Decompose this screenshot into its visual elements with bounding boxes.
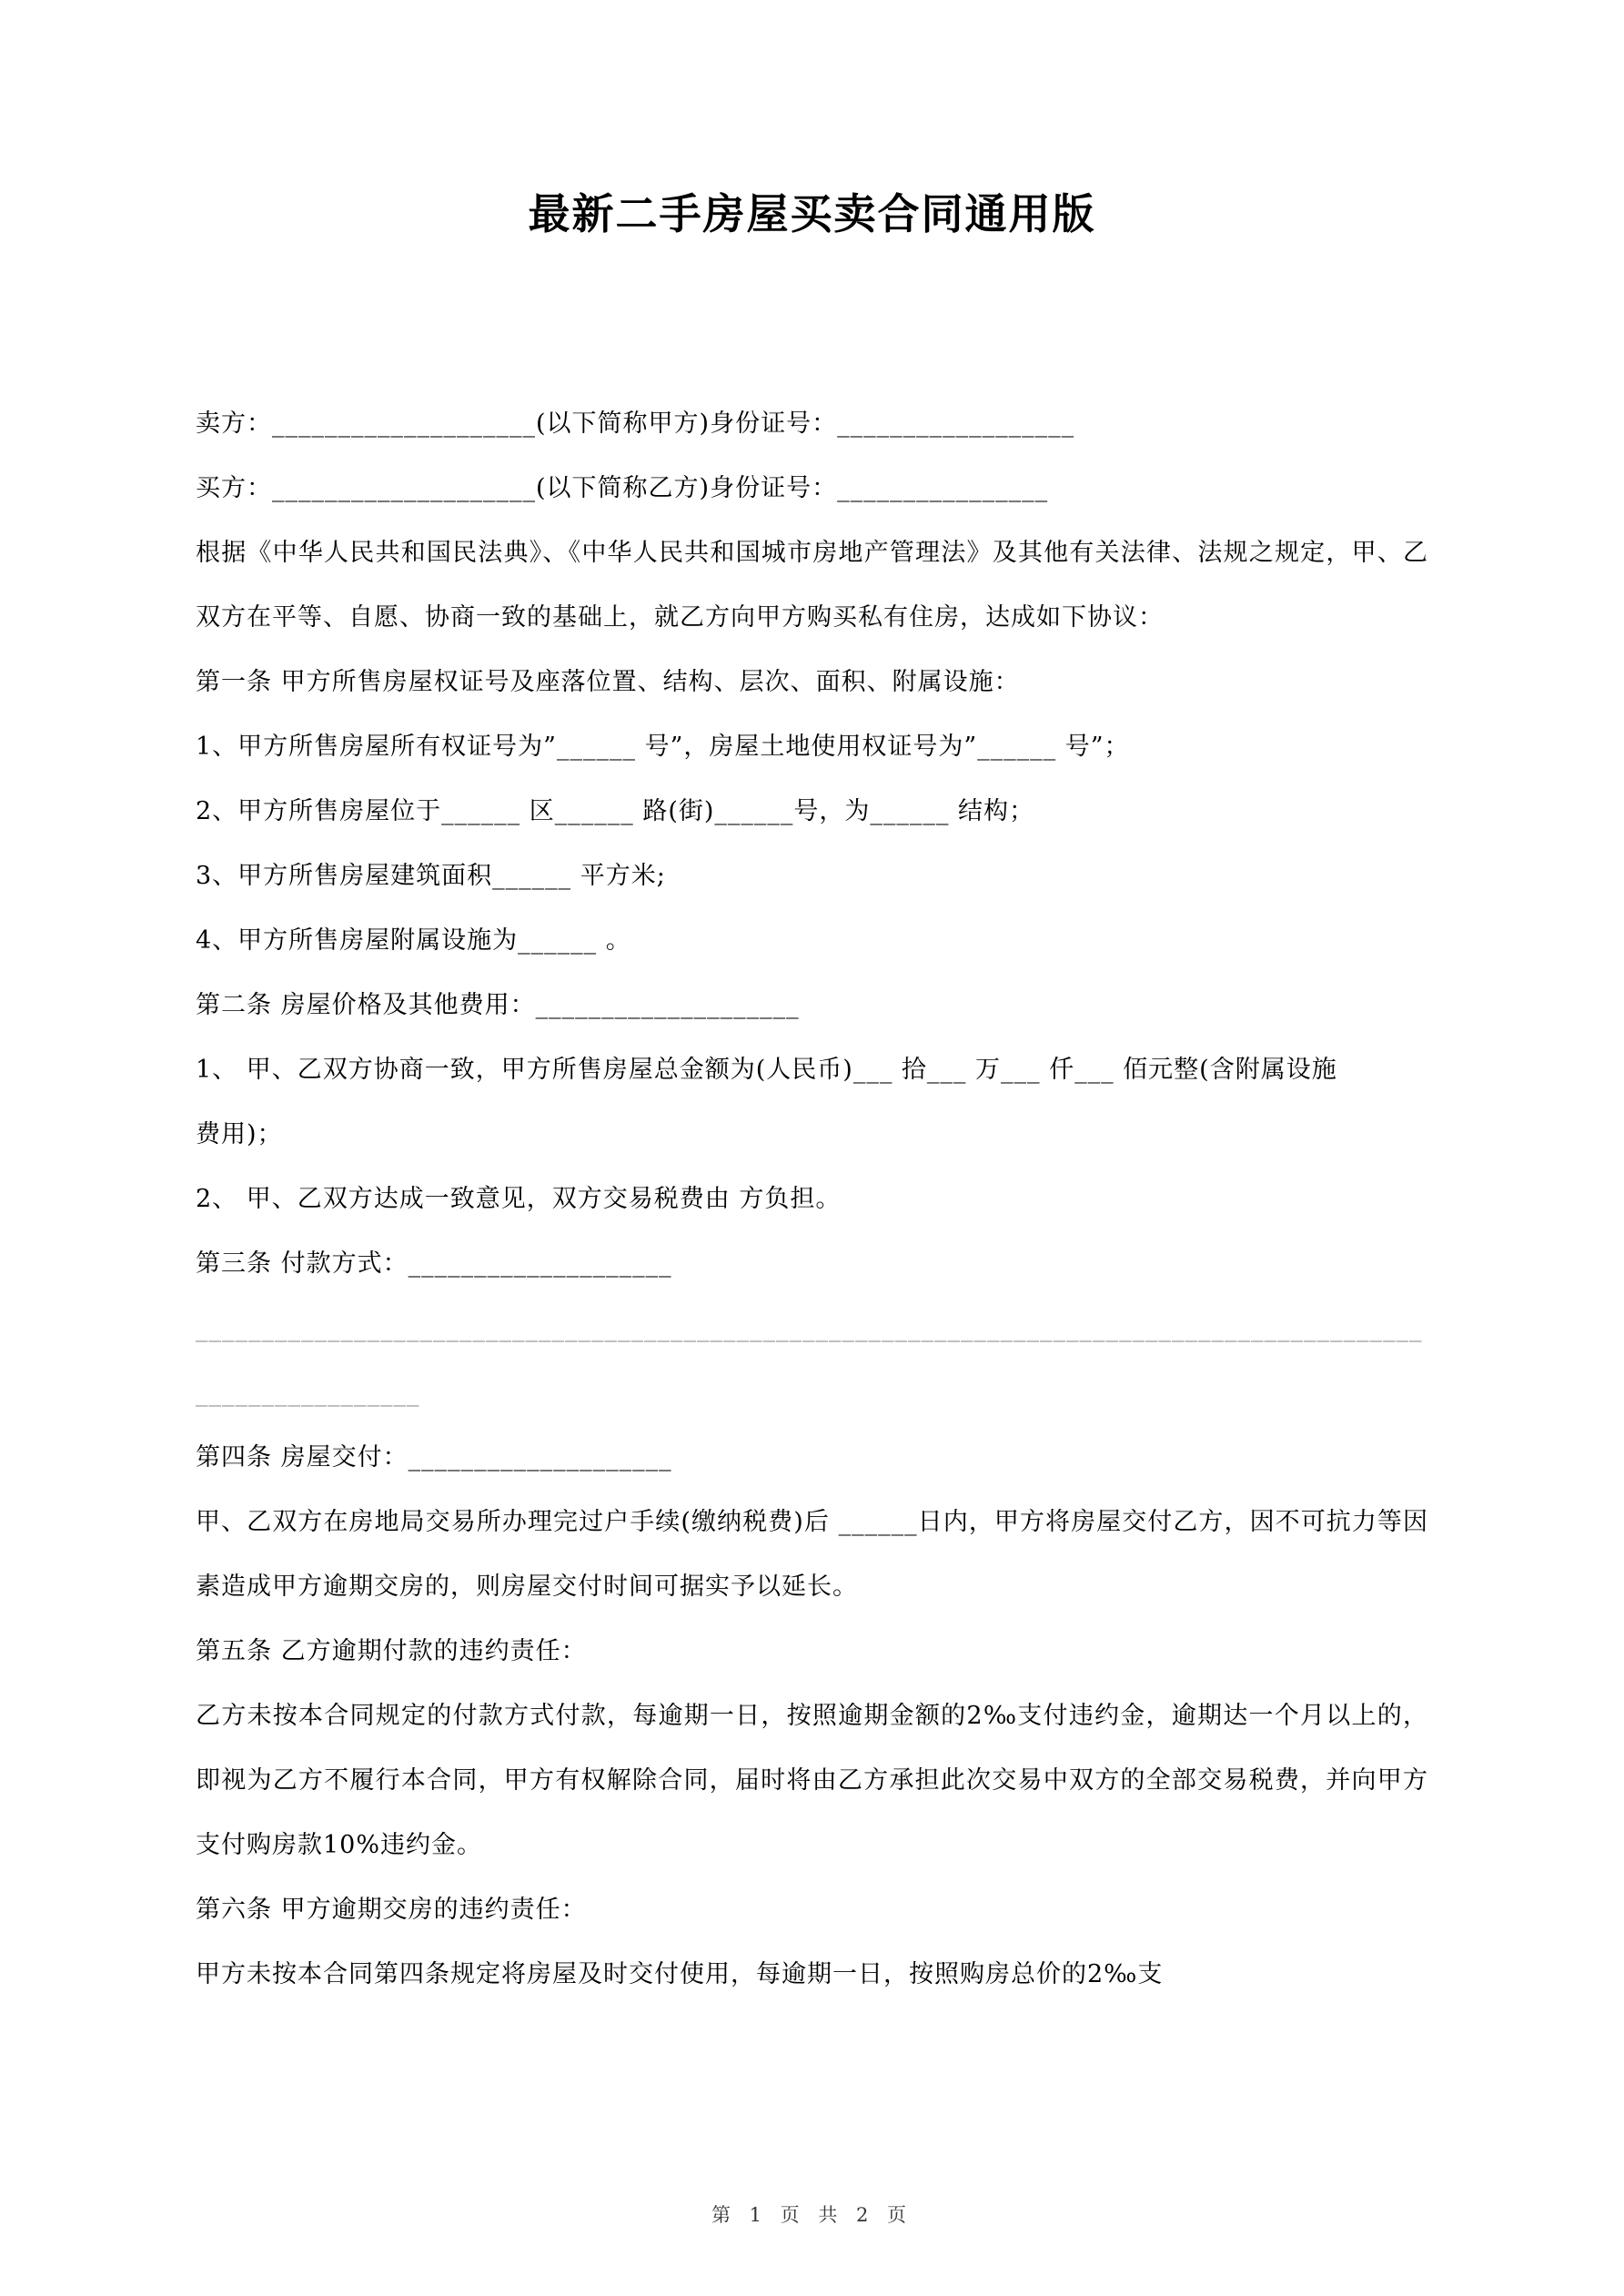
document-title: 最新二手房屋买卖合同通用版	[528, 189, 1096, 238]
clause-1-heading: 第一条 甲方所售房屋权证号及座落位置、结构、层次、面积、附属设施：	[196, 668, 1020, 696]
clause-4-heading: 第四条 房屋交付：____________________	[196, 1443, 672, 1472]
clause-5-heading: 第五条 乙方逾期付款的违约责任：	[196, 1637, 587, 1665]
clause-6-heading: 第六条 甲方逾期交房的违约责任：	[196, 1896, 587, 1924]
clause-3-blank-lines: ______________________________________________________________________________________________________________	[196, 1314, 1423, 1407]
clause-4-body: 甲、乙双方在房地局交易所办理完过户手续(缴纳税费)后 ______日内，甲方将房屋交付乙方，因不可抗力等因素造成甲方逾期交房的，则房屋交付时间可据实予以延长。	[196, 1508, 1428, 1601]
clause-3-heading: 第三条 付款方式：____________________	[196, 1249, 672, 1278]
page-footer: 第 1 页 共 2 页	[711, 2204, 913, 2226]
clause-1-item-3: 3、甲方所售房屋建筑面积______ 平方米;	[196, 862, 666, 890]
clause-6-body: 甲方未按本合同第四条规定将房屋及时交付使用，每逾期一日，按照购房总价的2‰支	[196, 1960, 1164, 1988]
para-preamble: 根据《中华人民共和国民法典》、《中华人民共和国城市房地产管理法》及其他有关法律、法规之规定，甲、乙双方在平等、自愿、协商一致的基础上，就乙方向甲方购买私有住房，达成如下协议：	[196, 539, 1428, 632]
clause-2-item-1: 1、 甲、乙双方协商一致，甲方所售房屋总金额为(人民币)___ 拾___ 万___ 仟___ 佰元整(含附属设施	[196, 1056, 1337, 1084]
clause-1-item-4: 4、甲方所售房屋附属设施为______ 。	[196, 926, 631, 955]
clause-1-item-2: 2、甲方所售房屋位于______ 区______ 路(街)______号，为______ 结构；	[196, 797, 1034, 825]
line-buyer: 买方：____________________(以下简称乙方)身份证号：________________	[196, 474, 1049, 502]
document-body	[196, 391, 1428, 2007]
clause-1-item-1: 1、甲方所售房屋所有权证号为”______ 号”，房屋土地使用权证号为”______ 号”；	[196, 733, 1130, 761]
clause-2-heading: 第二条 房屋价格及其他费用：____________________	[196, 991, 800, 1019]
clause-5-body: 乙方未按本合同规定的付款方式付款，每逾期一日，按照逾期金额的2‰支付违约金，逾期达一个月以上的，即视为乙方不履行本合同，甲方有权解除合同，届时将由乙方承担此次交易中双方的全部交易税费，并向甲方支付购房款10%违约金。	[196, 1702, 1428, 1859]
line-seller: 卖方：____________________(以下简称甲方)身份证号：__________________	[196, 410, 1075, 438]
clause-2-item-2: 2、 甲、乙双方达成一致意见，双方交易税费由 方负担。	[196, 1185, 842, 1213]
clause-2-item-1-continued: 费用)；	[196, 1120, 283, 1148]
